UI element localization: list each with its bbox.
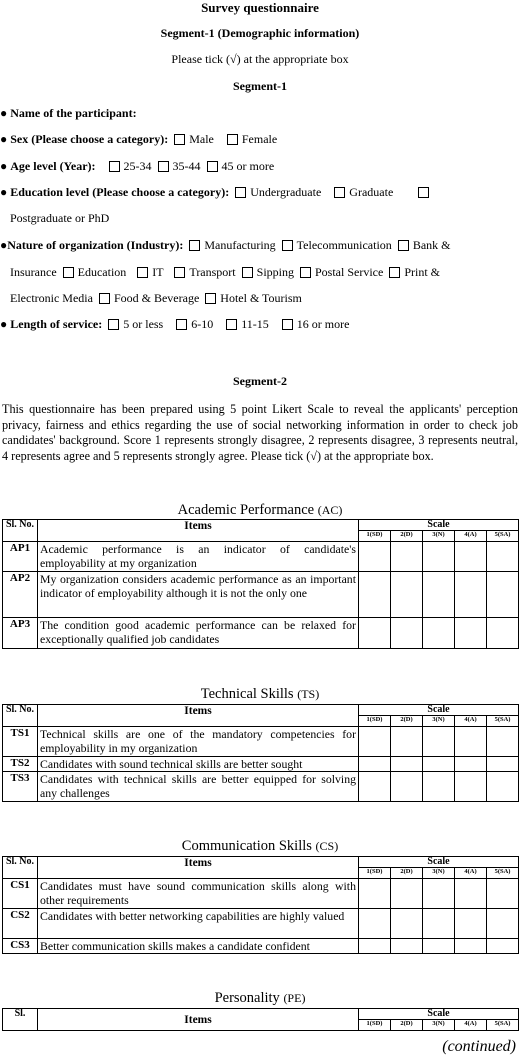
item-code: AP1 (3, 542, 38, 572)
section-title-personality (0, 990, 520, 1007)
items-header: Items (38, 857, 359, 879)
bullet: ● (0, 238, 8, 252)
academic-table (2, 519, 519, 649)
scale-cell[interactable] (455, 542, 487, 572)
option-label: Sipping (256, 265, 294, 279)
scale-4-header: 4(A) (455, 1020, 487, 1031)
item-code: AP2 (3, 572, 38, 618)
scale-cell[interactable] (391, 909, 423, 939)
scale-cell[interactable] (487, 757, 519, 772)
scale-cell[interactable] (487, 618, 519, 649)
scale-4-header: 4(A) (455, 716, 487, 727)
option-label: IT (152, 265, 164, 279)
checkbox-graduate[interactable] (334, 187, 345, 198)
scale-1-header: 1(SD) (359, 531, 391, 542)
checkbox-postgraduate[interactable] (418, 187, 429, 198)
checkbox-service-6-10[interactable] (176, 319, 187, 330)
section-name: Technical Skills (200, 686, 294, 702)
bullet: ● (0, 159, 8, 173)
option-label: Male (189, 132, 214, 146)
personality-table (2, 1008, 519, 1031)
scale-cell[interactable] (423, 939, 455, 954)
scale-cell[interactable] (423, 772, 455, 802)
scale-cell[interactable] (487, 572, 519, 618)
section-name: Personality (214, 990, 280, 1006)
item-code: TS2 (3, 757, 38, 772)
scale-2-header: 2(D) (391, 868, 423, 879)
checkbox-age-45-more[interactable] (207, 161, 218, 172)
tick-instruction: Please tick (√) at the appropriate box (171, 52, 349, 66)
communication-table (2, 856, 519, 954)
scale-cell[interactable] (359, 772, 391, 802)
section-title-academic (0, 502, 520, 519)
table-row (3, 727, 519, 757)
table-row (3, 542, 519, 572)
scale-cell[interactable] (391, 879, 423, 909)
scale-cell[interactable] (423, 727, 455, 757)
scale-3-header: 3(N) (423, 1020, 455, 1031)
items-header: Items (38, 705, 359, 727)
scale-3-header: 3(N) (423, 868, 455, 879)
scale-header: Scale (359, 520, 519, 531)
scale-cell[interactable] (359, 618, 391, 649)
scale-cell[interactable] (455, 909, 487, 939)
checkbox-male[interactable] (174, 134, 185, 145)
checkbox-manufacturing[interactable] (189, 240, 200, 251)
scale-4-header: 4(A) (455, 868, 487, 879)
scale-cell[interactable] (487, 772, 519, 802)
sl-header: Sl. (3, 1009, 38, 1031)
education-question (0, 185, 433, 200)
segment1-label: Segment-1 (233, 79, 287, 93)
scale-cell[interactable] (455, 772, 487, 802)
scale-5-header: 5(SA) (487, 531, 519, 542)
option-label: Bank & (412, 238, 451, 252)
scale-cell[interactable] (359, 727, 391, 757)
checkbox-age-25-34[interactable] (109, 161, 120, 172)
scale-cell[interactable] (423, 909, 455, 939)
section-abbr: (TS) (297, 687, 320, 701)
scale-cell[interactable] (359, 879, 391, 909)
organization-options-line2 (10, 265, 440, 280)
option-label: Female (241, 132, 278, 146)
scale-cell[interactable] (487, 542, 519, 572)
service-question (0, 317, 349, 332)
scale-header: Scale (359, 705, 519, 716)
option-label: Transport (189, 265, 236, 279)
education-label: Education level (Please choose a category): (10, 185, 230, 199)
option-label: 16 or more (296, 317, 350, 331)
item-code: TS1 (3, 727, 38, 757)
table-row (3, 939, 519, 954)
checkbox-hotel-tourism[interactable] (205, 293, 216, 304)
scale-5-header: 5(SA) (487, 868, 519, 879)
item-code: TS3 (3, 772, 38, 802)
option-label: Manufacturing (204, 238, 276, 252)
table-row (3, 772, 519, 802)
checkbox-age-35-44[interactable] (158, 161, 169, 172)
checkbox-female[interactable] (227, 134, 238, 145)
section-name: Communication Skills (181, 838, 312, 854)
bullet: ● (0, 185, 8, 199)
option-label: Print & (404, 265, 440, 279)
checkbox-sipping[interactable] (242, 267, 253, 278)
scale-4-header: 4(A) (455, 531, 487, 542)
checkbox-service-16-more[interactable] (282, 319, 293, 330)
table-row (3, 572, 519, 618)
scale-cell[interactable] (359, 909, 391, 939)
scale-cell[interactable] (487, 939, 519, 954)
scale-5-header: 5(SA) (487, 1020, 519, 1031)
scale-1-header: 1(SD) (359, 1020, 391, 1031)
checkbox-bank-insurance[interactable] (398, 240, 409, 251)
item-text: My organization considers academic performance as an important indicator of employability although it is not the only one (38, 572, 359, 618)
scale-cell[interactable] (455, 939, 487, 954)
scale-cell[interactable] (391, 772, 423, 802)
section-title-communication (0, 838, 520, 855)
scale-cell[interactable] (455, 879, 487, 909)
age-question (0, 159, 274, 174)
item-text: Better communication skills makes a candidate confident (38, 939, 359, 954)
section-abbr: (CS) (315, 839, 339, 853)
checkbox-service-11-15[interactable] (226, 319, 237, 330)
option-label: Education (77, 265, 127, 279)
section-abbr: (AC) (317, 503, 343, 517)
checkbox-service-5-less[interactable] (108, 319, 119, 330)
scale-cell[interactable] (359, 757, 391, 772)
scale-cell[interactable] (423, 757, 455, 772)
checkbox-it[interactable] (137, 267, 148, 278)
section-name: Academic Performance (177, 502, 315, 518)
bullet: ● (0, 317, 8, 331)
scale-cell[interactable] (455, 618, 487, 649)
scale-cell[interactable] (423, 879, 455, 909)
scale-cell[interactable] (423, 618, 455, 649)
scale-cell[interactable] (359, 542, 391, 572)
option-label: Graduate (349, 185, 394, 199)
option-label: Hotel & Tourism (220, 291, 302, 305)
scale-header: Scale (359, 857, 519, 868)
sex-label: Sex (Please choose a category): (10, 132, 169, 146)
scale-2-header: 2(D) (391, 531, 423, 542)
organization-label: Nature of organization (Industry): (7, 238, 184, 252)
items-header: Items (38, 520, 359, 542)
option-label: Postgraduate or PhD (10, 211, 110, 225)
item-code: CS1 (3, 879, 38, 909)
table-row (3, 909, 519, 939)
scale-cell[interactable] (487, 727, 519, 757)
segment2-instructions: This questionnaire has been prepared using 5 point Likert Scale to reveal the applicants' perception privacy, fairness and ethics regarding the use of social networking information in order to check job candidates' background. Score 1 represents strongly disagree, 2 represents disagree, 3 represents neutral, 4 represents agree and 5 represents strongly agree. Please tick (√) at the appropriate box. (2, 402, 518, 463)
item-text: Candidates with sound technical skills are better sought (38, 757, 359, 772)
segment2-heading: Segment-2 (233, 374, 287, 388)
scale-cell[interactable] (455, 757, 487, 772)
name-label: Name of the participant: (10, 106, 137, 120)
scale-cell[interactable] (391, 572, 423, 618)
option-label: 35-44 (172, 159, 201, 173)
item-text: Academic performance is an indicator of candidate's employability at my organization (38, 542, 359, 572)
sl-header: Sl. No. (3, 857, 38, 879)
checkbox-food-beverage[interactable] (99, 293, 110, 304)
checkbox-transport[interactable] (174, 267, 185, 278)
age-label: Age level (Year): (10, 159, 96, 173)
scale-2-header: 2(D) (391, 716, 423, 727)
section-abbr: (PE) (283, 991, 306, 1005)
scale-cell[interactable] (359, 939, 391, 954)
option-label: Insurance (10, 265, 57, 279)
item-text: Technical skills are one of the mandatory competencies for employability in my organization (38, 727, 359, 757)
sl-header: Sl. No. (3, 520, 38, 542)
segment1-heading: Segment-1 (Demographic information) (160, 26, 360, 40)
scale-2-header: 2(D) (391, 1020, 423, 1031)
option-label: Electronic Media (10, 291, 93, 305)
scale-cell[interactable] (391, 618, 423, 649)
scale-header: Scale (359, 1009, 519, 1020)
item-text: The condition good academic performance can be relaxed for exceptionally qualified job candidates (38, 618, 359, 649)
items-header: Items (38, 1009, 359, 1031)
scale-cell[interactable] (423, 542, 455, 572)
table-row (3, 618, 519, 649)
name-question (0, 106, 137, 121)
option-label: 6-10 (191, 317, 214, 331)
scale-cell[interactable] (391, 757, 423, 772)
bullet: ● (0, 132, 8, 146)
scale-cell[interactable] (455, 572, 487, 618)
checkbox-telecommunication[interactable] (282, 240, 293, 251)
bullet: ● (0, 106, 8, 120)
item-code: CS2 (3, 909, 38, 939)
sex-question (0, 132, 277, 147)
checkbox-undergraduate[interactable] (235, 187, 246, 198)
option-label: 45 or more (221, 159, 275, 173)
organization-options-line3 (10, 291, 302, 306)
option-label: Telecommunication (296, 238, 392, 252)
table-row (3, 879, 519, 909)
page-title: Survey questionnaire (201, 0, 319, 15)
item-code: CS3 (3, 939, 38, 954)
scale-1-header: 1(SD) (359, 716, 391, 727)
technical-table (2, 704, 519, 802)
option-label: 25-34 (123, 159, 152, 173)
scale-3-header: 3(N) (423, 716, 455, 727)
scale-cell[interactable] (487, 909, 519, 939)
scale-cell[interactable] (391, 939, 423, 954)
option-label: Food & Beverage (113, 291, 200, 305)
checkbox-print-electronic-media[interactable] (389, 267, 400, 278)
section-title-technical (0, 686, 520, 703)
checkbox-education[interactable] (63, 267, 74, 278)
item-text: Candidates with technical skills are better equipped for solving any challenges (38, 772, 359, 802)
option-label: Undergraduate (250, 185, 322, 199)
scale-cell[interactable] (359, 572, 391, 618)
scale-cell[interactable] (423, 572, 455, 618)
sl-header: Sl. No. (3, 705, 38, 727)
scale-cell[interactable] (487, 879, 519, 909)
scale-3-header: 3(N) (423, 531, 455, 542)
scale-1-header: 1(SD) (359, 868, 391, 879)
option-label: 11-15 (241, 317, 269, 331)
organization-question (0, 238, 450, 253)
service-label: Length of service: (10, 317, 103, 331)
continued-label: (continued) (442, 1038, 516, 1055)
checkbox-postal-service[interactable] (300, 267, 311, 278)
option-label: 5 or less (123, 317, 164, 331)
item-code: AP3 (3, 618, 38, 649)
item-text: Candidates must have sound communication skills along with other requirements (38, 879, 359, 909)
item-text: Candidates with better networking capabilities are highly valued (38, 909, 359, 939)
scale-5-header: 5(SA) (487, 716, 519, 727)
scale-cell[interactable] (391, 542, 423, 572)
scale-cell[interactable] (455, 727, 487, 757)
table-row (3, 757, 519, 772)
scale-cell[interactable] (391, 727, 423, 757)
option-label: Postal Service (314, 265, 384, 279)
